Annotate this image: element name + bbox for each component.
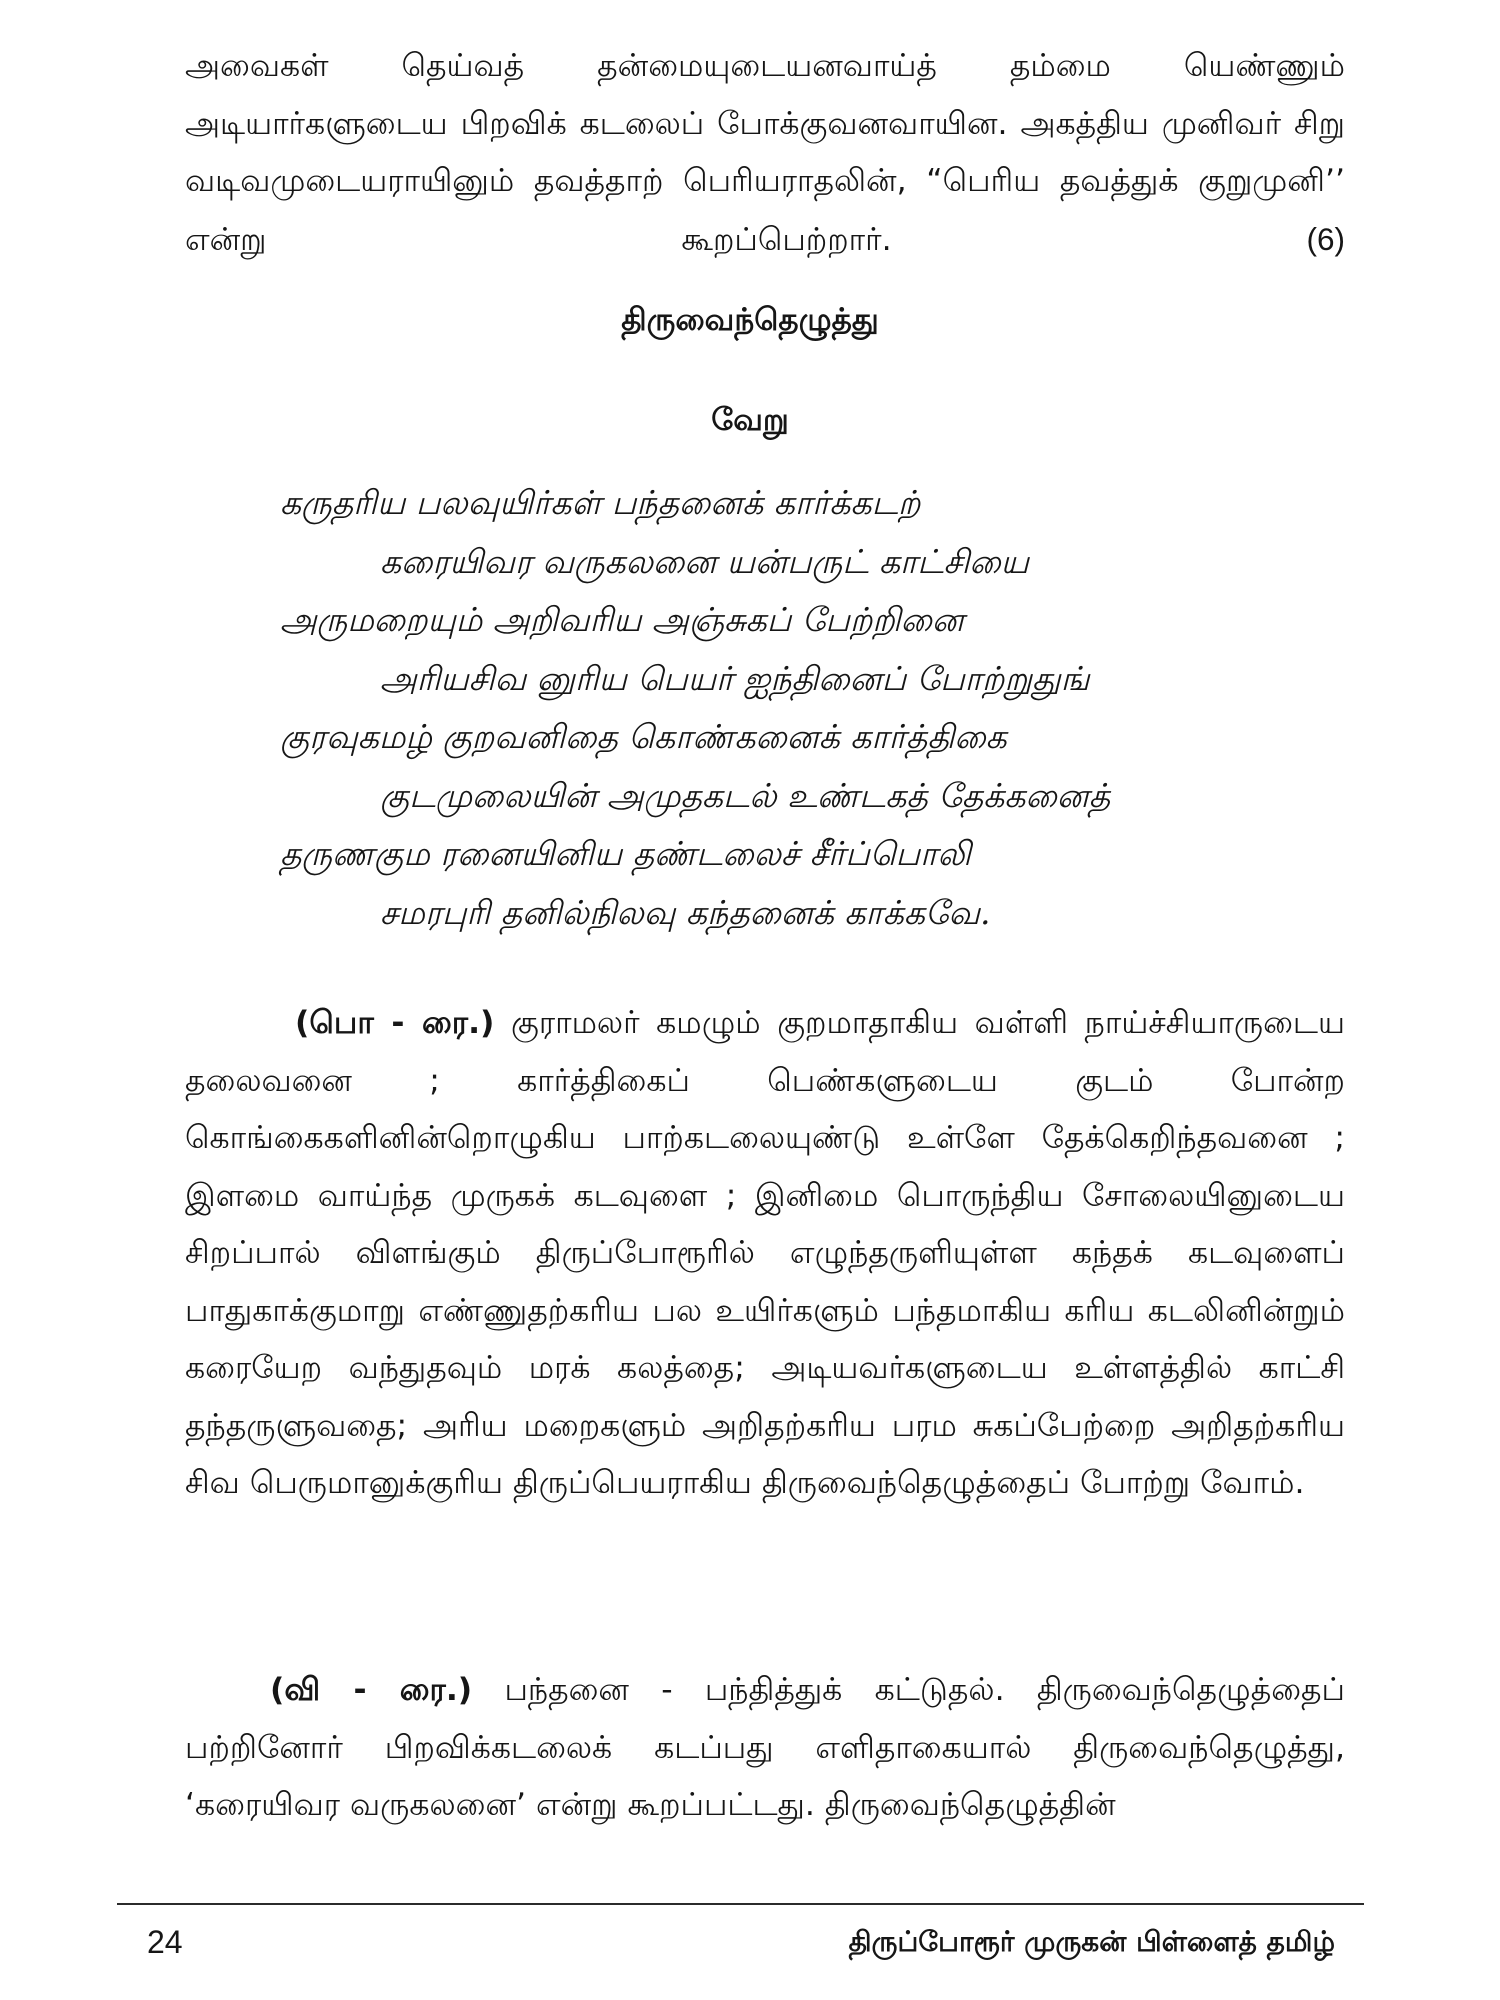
verse-line: கருதரிய பலவுயிர்கள் பந்தனைக் கார்க்கடற் [280, 483, 921, 522]
verse-line: குடமுலையின் அமுதகடல் உண்டகத் தேக்கனைத் [380, 775, 1111, 815]
commentary-text: பந்தனை - பந்தித்துக் கட்டுதல். திருவைந்தெழுத்தைப் பற்றினோர் பிறவிக்கடலைக் கடப்பது எளிதாகையால் திருவைந்தெழுத்து, ‘கரையிவர வருகலனை’ என்று கூறப்பட்டது. திருவைந்தெழுத்தின் [185, 1672, 1345, 1823]
verse-line: அருமறையும் அறிவரிய அஞ்சுகப் பேற்றினை [280, 600, 964, 639]
verse-line: கரையிவர வருகலனை யன்பருட் காட்சியை [380, 541, 1029, 581]
commentary-paragraph [185, 1662, 1345, 1835]
section-title: திருவைந்தெழுத்து [621, 302, 879, 338]
page-number: 24 [147, 1924, 183, 1960]
verse-line: அரியசிவ னுரிய பெயர் ஐந்தினைப் போற்றுதுங் [380, 658, 1090, 698]
paraphrase-text: குராமலர் கமழும் குறமாதாகிய வள்ளி நாய்ச்சியாருடைய தலைவனை ; கார்த்திகைப் பெண்களுடைய குடம் போன்ற கொங்கைகளினின்றொழுகிய பாற்கடலையுண்டு உள்ளே தேக்கெறிந்தவனை ; இளமை வாய்ந்த முருகக் கடவுளை ; இனிமை பொருந்திய சோலையினுடைய சிறப்பால் விளங்கும் திருப்போரூரில் எழுந்தருளியுள்ள கந்தக் கடவுளைப் பாதுகாக்குமாறு எண்ணுதற்கரிய பல உயிர்களும் பந்தமாகிய கரிய கடலினின்றும் கரையேற வந்துதவும் மரக் கலத்தை; அடியவர்களுடைய உள்ளத்தில் காட்சி தந்தருளுவதை; அரிய மறைகளும் அறிதற்கரிய பரம சுகப்பேற்றை அறிதற்கரிய சிவ பெருமானுக்குரிய திருப்பெயராகிய திருவைந்தெழுத்தைப் போற்று வோம். [185, 1005, 1346, 1501]
paraphrase-label: (பொ - ரை.) [295, 1005, 495, 1041]
commentary-label: (வி - ரை.) [270, 1672, 473, 1708]
intro-text: அவைகள் தெய்வத் தன்மையுடையனவாய்த் தம்மை யெண்ணும் அடியார்களுடைய பிறவிக் கடலைப் போக்குவனவாயின. அகத்திய முனிவர் சிறு வடிவமுடையராயினும் தவத்தாற் பெரியராதலின், “பெரிய தவத்துக் குறுமுனி’’ என்று கூறப்பெற்றார். [185, 48, 1345, 258]
running-title: திருப்போரூர் முருகன் பிள்ளைத் தமிழ் [848, 1925, 1335, 1958]
verse-line: தருணகும ரனையினிய தண்டலைச் சீர்ப்பொலி [280, 834, 971, 873]
stanza-number: (6) [1306, 220, 1345, 257]
intro-paragraph [185, 38, 1345, 269]
verse-line: குரவுகமழ் குறவனிதை கொண்கனைக் கார்த்திகை [280, 717, 1007, 756]
verse-block [280, 474, 1330, 942]
footer-rule [117, 1903, 1364, 1905]
paraphrase-paragraph [185, 995, 1345, 1513]
section-subtitle: வேறு [711, 402, 789, 438]
verse-line: சமரபுரி தனில்நிலவு கந்தனைக் காக்கவே. [380, 892, 991, 932]
